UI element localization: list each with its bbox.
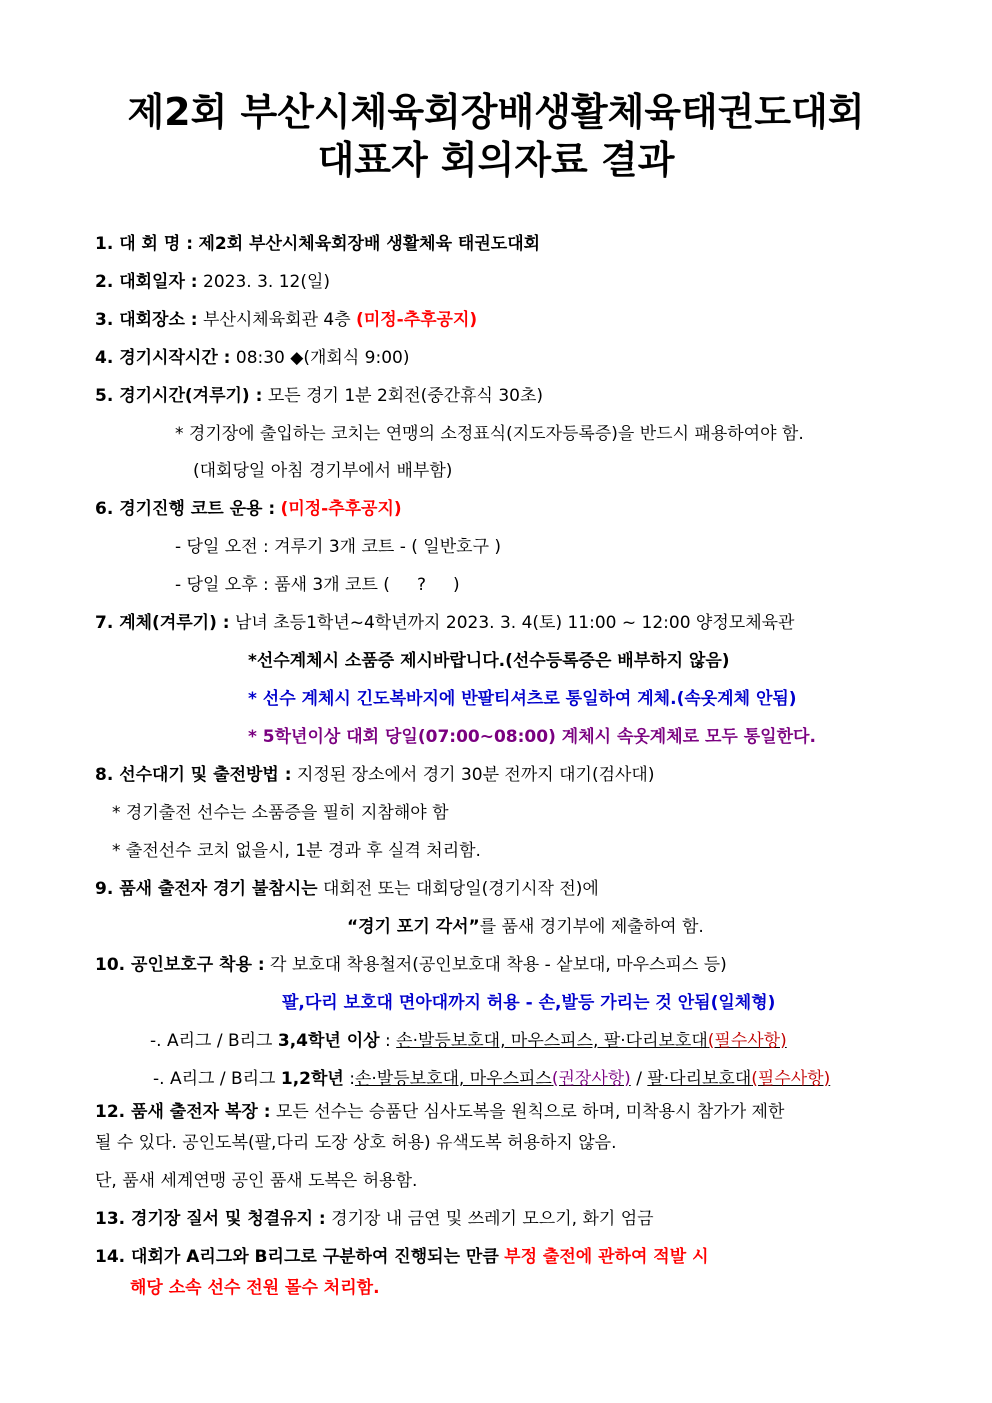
item-13-label: 13. 경기장 질서 및 청결유지 : — [95, 1209, 326, 1229]
item-10-label: 10. 공인보호구 착용 : — [95, 955, 265, 975]
item-5-sub2: (대회당일 아침 경기부에서 배부함) — [193, 461, 453, 481]
item-2-label: 2. 대회일자 : — [95, 272, 198, 292]
item-4 — [95, 346, 932, 370]
item-7-label: 7. 계체(겨루기) : — [95, 613, 230, 633]
item-7-sub1: *선수계체시 소품증 제시바랍니다.(선수등록증은 배부하지 않음) — [248, 651, 730, 671]
item-7-value: 남녀 초등1학년~4학년까지 2023. 3. 4(토) 11:00 ~ 12:00 양정모체육관 — [234, 613, 795, 633]
item-9-value: 대회전 또는 대회당일(경기시작 전)에 — [323, 879, 599, 899]
item-10-sub2 — [150, 1029, 932, 1053]
item-10-sub2-colon: : — [385, 1031, 391, 1051]
item-12-cont: 될 수 있다. 공인도복(팔,다리 도장 상호 허용) 유색도복 허용하지 않음. — [95, 1133, 617, 1153]
item-8-value: 지정된 장소에서 경기 30분 전까지 대기(검사대) — [296, 765, 655, 785]
item-3 — [95, 308, 932, 332]
item-2 — [95, 270, 932, 294]
item-9-sub-rest: 를 품새 경기부에 제출하여 함. — [479, 917, 704, 937]
item-14-label: 14. 대회가 A리그와 B리그로 구분하여 진행되는 만큼 — [95, 1247, 499, 1267]
page-title-line2: 대표자 회의자료 결과 — [317, 138, 675, 182]
item-10-sub3-u1: 손·발등보호대, 마우스피스 — [354, 1069, 552, 1089]
page-title-line1: 제2회 부산시체육회장배생활체육태권도대회 — [127, 90, 865, 134]
item-7-sub3: * 5학년이상 대회 당일(07:00~08:00) 계체시 속옷계체로 모두 통일한다. — [248, 727, 816, 747]
item-6-sub2: - 당일 오후 : 품새 3개 코트 ( ? ) — [175, 575, 460, 595]
item-5 — [95, 384, 932, 408]
item-6-note: (미정-추후공지) — [280, 499, 402, 519]
item-1-label: 1. 대 회 명 : — [95, 234, 194, 254]
item-12 — [95, 1100, 932, 1124]
item-10-sub2-underlined — [396, 1031, 787, 1051]
item-8-sub2: * 출전선수 코치 없을시, 1분 경과 후 실격 처리함. — [112, 841, 481, 861]
item-7-sub2: * 선수 계체시 긴도복바지에 반팔티셔츠로 통일하여 계체.(속옷계체 안됨) — [248, 689, 797, 709]
item-5-value: 모든 경기 1분 2회전(중간휴식 30초) — [267, 386, 544, 406]
item-10-sub2-u: 손·발등보호대, 마우스피스, 팔·다리보호대 — [396, 1031, 708, 1051]
item-10-sub2-pre: -. A리그 / B리그 — [150, 1031, 273, 1051]
item-13 — [95, 1207, 932, 1231]
item-13-value: 경기장 내 금연 및 쓰레기 모으기, 화기 엄금 — [331, 1209, 654, 1229]
item-14-cont: 해당 소속 선수 전원 몰수 처리함. — [130, 1278, 380, 1298]
item-9 — [95, 877, 932, 901]
item-12-label: 12. 품새 출전자 복장 : — [95, 1102, 271, 1122]
item-12-sub1: 단, 품새 세계연맹 공인 품새 도복은 허용함. — [95, 1171, 418, 1191]
item-9-label: 9. 품새 출전자 경기 불참시는 — [95, 879, 318, 899]
item-10-sub3-note1: (권장사항) — [551, 1069, 631, 1089]
item-1-value: 제2회 부산시체육회장배 생활체육 태권도대회 — [198, 234, 541, 254]
item-10-sub3-pre: -. A리그 / B리그 — [153, 1069, 276, 1089]
item-8 — [95, 763, 932, 787]
item-9-sub-bold: “경기 포기 각서” — [347, 917, 480, 937]
item-14 — [95, 1245, 932, 1269]
item-10-sub3-u2: 팔·다리보호대 — [647, 1069, 752, 1089]
item-4-value: 08:30 ◆(개회식 9:00) — [235, 348, 410, 368]
item-8-sub1: * 경기출전 선수는 소품증을 필히 지참해야 함 — [112, 803, 449, 823]
item-10-sub3-colon: : — [349, 1069, 355, 1089]
item-14-value: 부정 출전에 관하여 적발 시 — [504, 1247, 709, 1267]
item-10-sub3-underlined-1 — [355, 1069, 631, 1089]
item-5-label: 5. 경기시간(겨루기) : — [95, 386, 263, 406]
item-6 — [95, 497, 932, 521]
item-3-value: 부산시체육회관 4층 — [203, 310, 351, 330]
item-10-sub2-bold: 3,4학년 이상 — [277, 1031, 380, 1051]
item-5-sub1: * 경기장에 출입하는 코치는 연맹의 소정표식(지도자등록증)을 반드시 패용하여야 함. — [175, 424, 804, 444]
item-10-value: 각 보호대 착용철저(공인보호대 착용 - 샅보대, 마우스피스 등) — [270, 955, 727, 975]
item-9-sub — [347, 915, 932, 939]
item-7 — [95, 611, 932, 635]
item-10-sub2-note: (필수사항) — [707, 1031, 787, 1051]
item-10-sub3-bold: 1,2학년 — [280, 1069, 344, 1089]
item-6-label: 6. 경기진행 코트 운용 : — [95, 499, 276, 519]
item-10-sub1: 팔,다리 보호대 면아대까지 허용 - 손,발등 가리는 것 안됨(일체형) — [282, 993, 776, 1013]
item-3-note: (미정-추후공지) — [356, 310, 478, 330]
item-4-label: 4. 경기시작시간 : — [95, 348, 231, 368]
item-10-sub3-underlined-2 — [647, 1069, 830, 1089]
item-2-value: 2023. 3. 12(일) — [203, 272, 331, 292]
item-6-sub1: - 당일 오전 : 겨루기 3개 코트 - ( 일반호구 ) — [175, 537, 502, 557]
item-10 — [95, 953, 932, 977]
item-10-sub3-slash: / — [636, 1069, 642, 1089]
item-1 — [95, 232, 932, 256]
item-10-sub3-note2: (필수사항) — [751, 1069, 831, 1089]
item-8-label: 8. 선수대기 및 출전방법 : — [95, 765, 292, 785]
item-3-label: 3. 대회장소 : — [95, 310, 198, 330]
item-10-sub3 — [153, 1067, 932, 1091]
item-12-value: 모든 선수는 승품단 심사도복을 원칙으로 하며, 미착용시 참가가 제한 — [275, 1102, 785, 1122]
